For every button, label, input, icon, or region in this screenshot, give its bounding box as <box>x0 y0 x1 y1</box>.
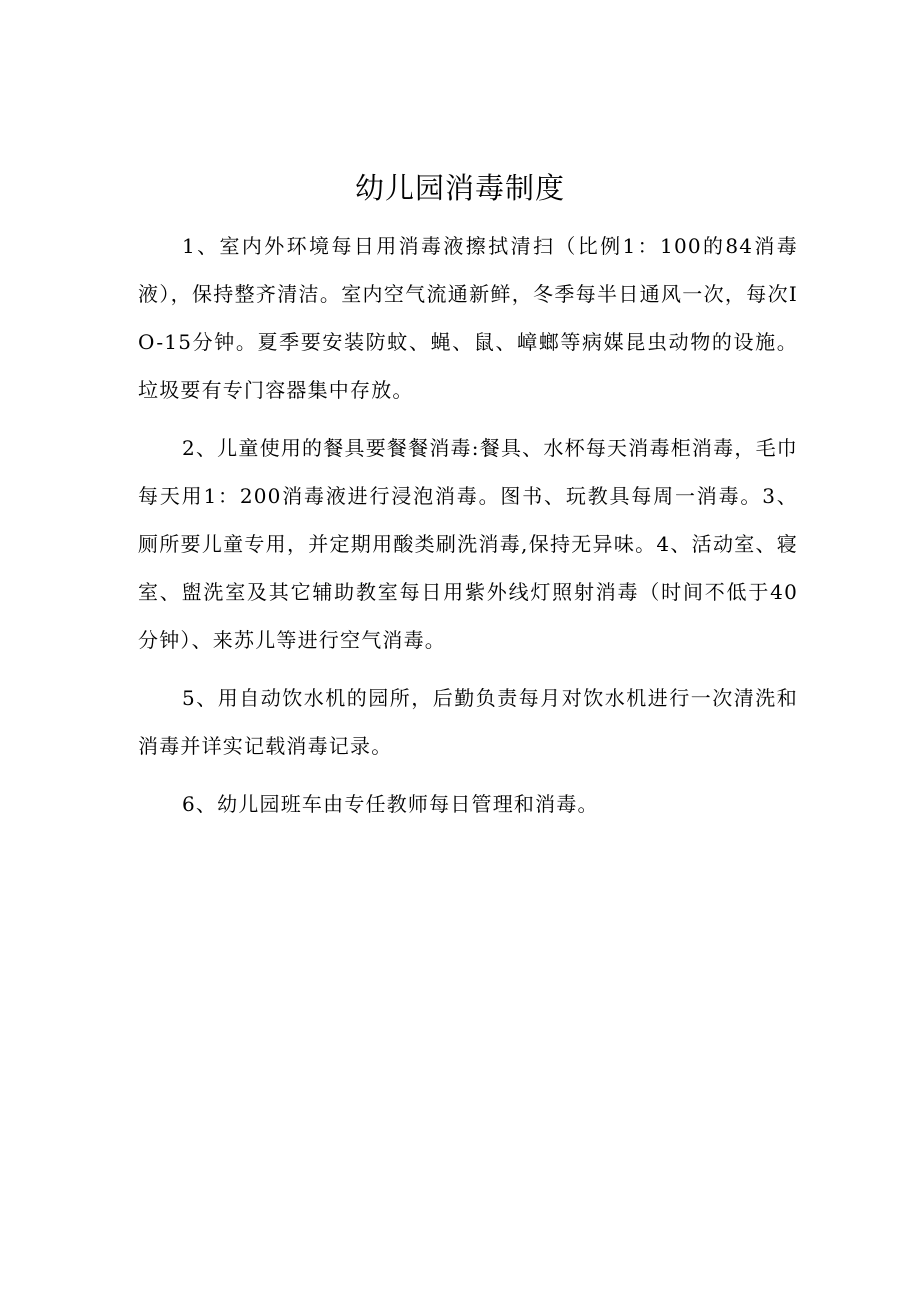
paragraph-4: 6、幼儿园班车由专任教师每日管理和消毒。 <box>182 792 599 816</box>
paragraph-3: 5、用自动饮水机的园所，后勤负责每月对饮水机进行一次清洗和消毒并详实记载消毒记录。 <box>138 686 798 758</box>
paragraph-2: 2、儿童使用的餐具要餐餐消毒:餐具、水杯每天消毒柜消毒，毛巾每天用1：200消毒液进行浸泡消毒。图书、玩教具每周一消毒。3、厕所要儿童专用，并定期用酸类刷洗消毒,保持无异味。4、活动室、寝室、盥洗室及其它辅助教室每日用紫外线灯照射消毒（时间不低于40分钟）、来苏儿等进行空气消毒。 <box>138 436 798 652</box>
document-title: 幼儿园消毒制度 <box>354 171 565 205</box>
document-body <box>138 222 798 838</box>
paragraph-1: 1、室内外环境每日用消毒液擦拭清扫（比例1：100的84消毒液），保持整齐清洁。室内空气流通新鲜，冬季每半日通风一次，每次IO-15分钟。夏季要安装防蚊、蝇、鼠、嶂螂等病媒昆虫动物的设施。垃圾要有专门容器集中存放。 <box>138 234 798 402</box>
